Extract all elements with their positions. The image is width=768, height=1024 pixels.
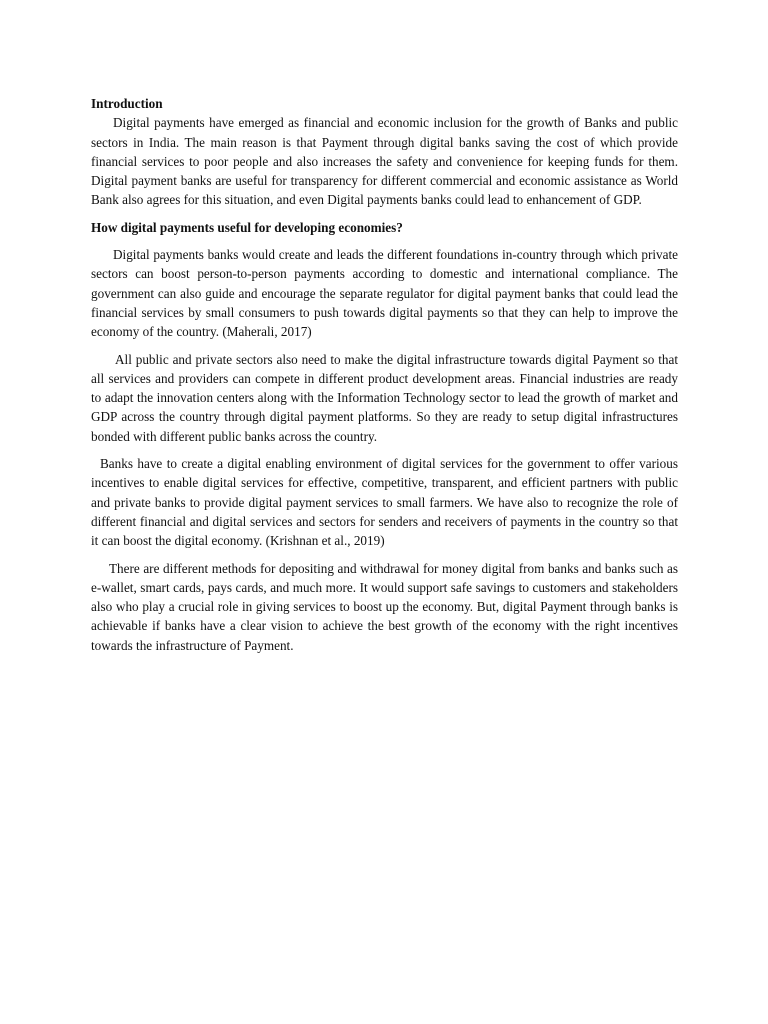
intro-paragraph-text: Digital payments have emerged as financial and economic inclusion for the growth of Banks and public sectors in India. The main reason is that Payment through digital banks saving the cost of which provide financial services to poor people and also increases the safety and convenience for keeping funds for them. Digital payment banks are useful for transparency for different commercial and economic assistance as World Bank also agrees for this situation, and even Digital payments banks could lead to enhancement of GDP.: [91, 115, 678, 208]
body-paragraph-2: All public and private sectors also need to make the digital infrastructure towards digital Payment so that all services and providers can compete in different product development areas. Financial industries are ready to adapt the innovation centers along with the Information Technology sector to lead the growth of market and GDP across the country through digital payment platforms. So they are ready to setup digital infrastructures bonded with different public banks across the country.: [91, 351, 678, 444]
body-paragraph-3: Banks have to create a digital enabling environment of digital services for the government to offer various incentives to enable digital services for effective, competitive, transparent, and efficient partners with public and private banks to provide digital payment services to small farmers. We have also to recognize the role of different financial and digital services and sectors for senders and receivers of payments in the country so that it can boost the digital economy. (Krishnan et al., 2019): [91, 456, 678, 549]
section-heading: How digital payments useful for developing economies?: [91, 219, 403, 235]
body-paragraph-1: Digital payments banks would create and leads the different foundations in-country through which private sectors can boost person-to-person payments according to domestic and international compliance. The government can also guide and encourage the separate regulator for digital payment banks that could lead the financial services by small consumers to push towards digital payments so that they can help to improve the economy of the country. (Maherali, 2017): [91, 247, 678, 340]
intro-paragraph: [91, 113, 678, 209]
intro-heading: Introduction: [91, 96, 163, 111]
body-paragraph-4: There are different methods for depositing and withdrawal for money digital from banks and banks such as e-wallet, smart cards, pays cards, and much more. It would support safe savings to customers and stakeholders also who play a crucial role in giving services to boost up the economy. But, digital Payment through banks is achievable if banks have a clear vision to achieve the best growth of the economy with the right incentives towards the infrastructure of Payment.: [91, 560, 678, 653]
document-body: [91, 94, 678, 655]
